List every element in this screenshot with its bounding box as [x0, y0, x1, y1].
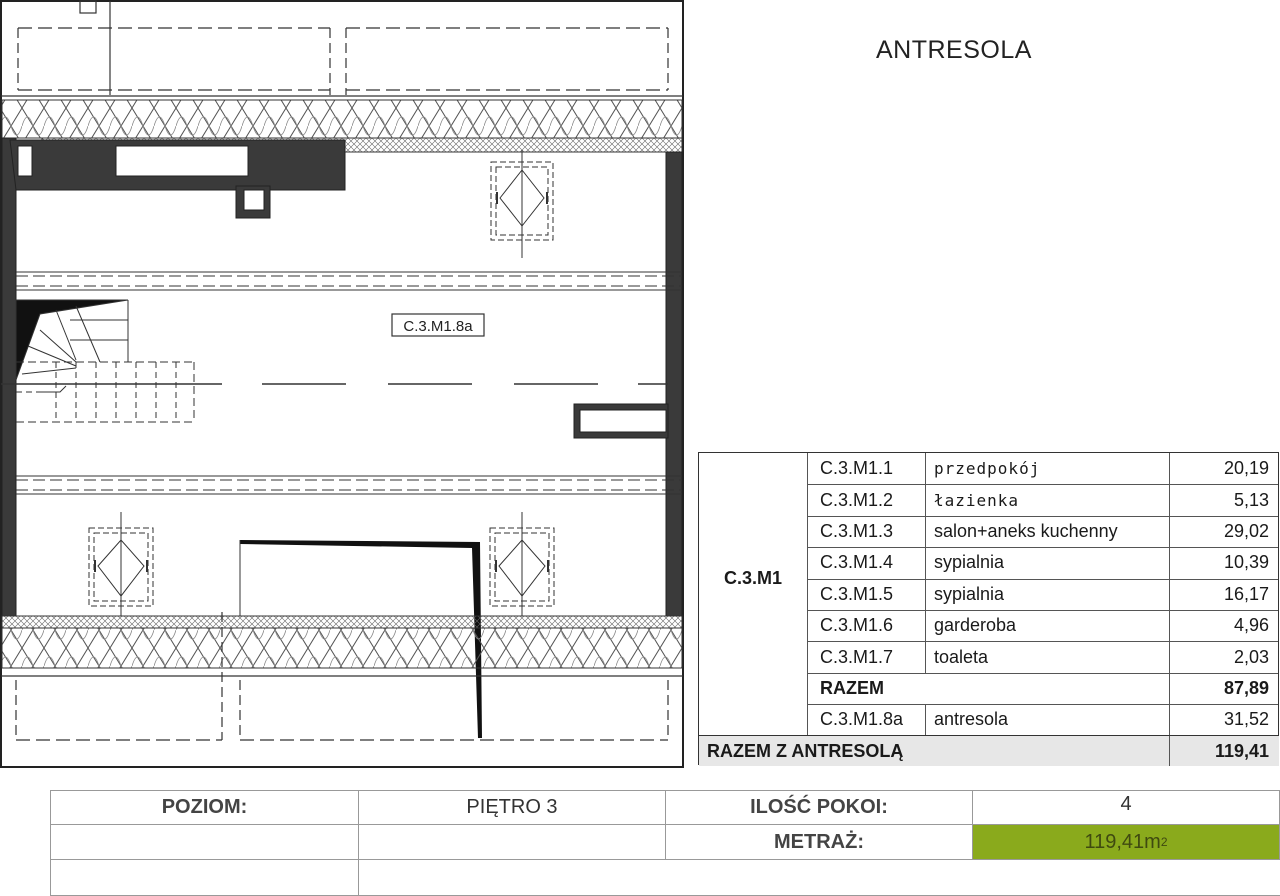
table-row [699, 516, 1278, 547]
table-row [699, 484, 1278, 515]
room-area: 29,02 [1169, 516, 1279, 547]
area-label: METRAŻ: [665, 824, 973, 860]
room-area: 10,39 [1169, 547, 1279, 578]
room-code: C.3.M1.1 [807, 453, 925, 484]
room-name: salon+aneks kuchenny [925, 516, 1169, 547]
table-row [699, 453, 1278, 484]
info-table [50, 790, 1280, 896]
empty-cell [50, 824, 359, 860]
empty-cell [358, 824, 666, 860]
subtotal-label: RAZEM [807, 673, 1169, 704]
area-value-text: 119,41m [1084, 830, 1161, 853]
rooms-count-value: 4 [972, 790, 1280, 825]
room-area: 2,03 [1169, 641, 1279, 672]
table-row [699, 579, 1278, 610]
room-code: C.3.M1.2 [807, 484, 925, 515]
empty-cell [358, 859, 1280, 896]
area-value [972, 824, 1280, 860]
skylight-bottom-left [89, 512, 153, 616]
room-name: sypialnia [925, 579, 1169, 610]
room-name: przedpokój [925, 453, 1169, 484]
room-area: 16,17 [1169, 579, 1279, 610]
total-row [699, 735, 1278, 766]
skylight-top [491, 150, 553, 258]
room-name: toaleta [925, 641, 1169, 672]
room-code: C.3.M1.5 [807, 579, 925, 610]
room-label-box [392, 314, 484, 336]
beam-lines [1, 272, 682, 494]
bottom-insulation [2, 616, 682, 668]
total-label: RAZEM Z ANTRESOLĄ [699, 736, 1169, 766]
room-name: łazienka [925, 484, 1169, 515]
room-name: garderoba [925, 610, 1169, 641]
area-unit-superscript: 2 [1160, 835, 1168, 849]
staircase [16, 300, 194, 422]
area-table [698, 452, 1279, 765]
subtotal-row [699, 673, 1278, 704]
room-area: 31,52 [1169, 704, 1279, 735]
skylight-bottom-right [490, 512, 554, 616]
room-code: C.3.M1.3 [807, 516, 925, 547]
total-area: 119,41 [1169, 736, 1279, 766]
room-name: antresola [925, 704, 1169, 735]
empty-cell [50, 859, 359, 896]
unit-code: C.3.M1 [723, 568, 783, 588]
room-area: 4,96 [1169, 610, 1279, 641]
room-code: C.3.M1.8a [807, 704, 925, 735]
room-code: C.3.M1.6 [807, 610, 925, 641]
table-row [699, 641, 1278, 672]
top-window-area [1, 1, 683, 96]
level-label: POZIOM: [50, 790, 359, 825]
room-code: C.3.M1.7 [807, 641, 925, 672]
table-row [699, 610, 1278, 641]
room-code: C.3.M1.4 [807, 547, 925, 578]
room-label: C.3.M1.8a [403, 318, 473, 335]
rooms-count-label: ILOŚĆ POKOI: [665, 790, 973, 825]
level-value: PIĘTRO 3 [358, 790, 666, 825]
mezzanine-row [699, 704, 1278, 735]
room-area: 5,13 [1169, 484, 1279, 515]
sheet-title: ANTRESOLA [876, 36, 1032, 64]
table-row [699, 547, 1278, 578]
subtotal-area: 87,89 [1169, 673, 1279, 704]
room-name: sypialnia [925, 547, 1169, 578]
room-area: 20,19 [1169, 453, 1279, 484]
floor-plan-drawing [0, 0, 690, 770]
